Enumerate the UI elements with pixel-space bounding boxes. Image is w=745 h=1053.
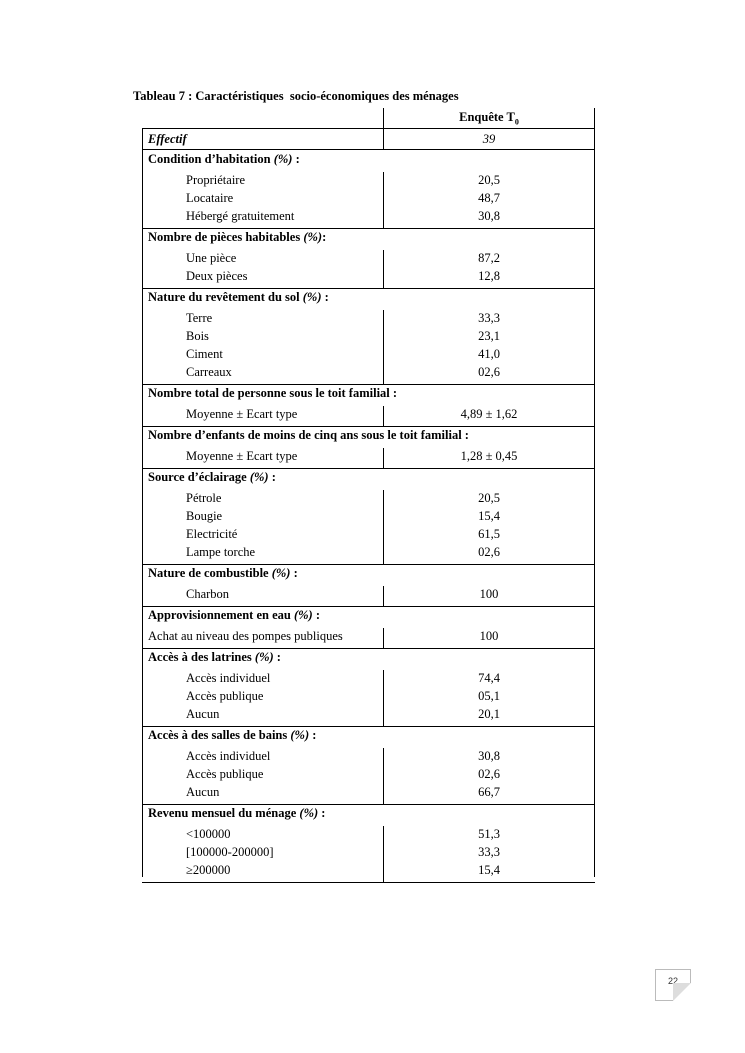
row-value: 1,28 ± 0,45	[460, 449, 518, 463]
value-divider	[383, 448, 384, 468]
section-heading	[148, 470, 276, 485]
row-label: [100000-200000]	[186, 845, 274, 859]
effectif-value: 39	[482, 132, 496, 146]
row-label: Bougie	[186, 509, 223, 523]
section-suffix: :	[273, 650, 281, 664]
section-border	[142, 384, 595, 385]
section-heading	[148, 152, 300, 167]
row-value: 23,1	[478, 329, 500, 343]
row-label: Hébergé gratuitement	[186, 209, 295, 223]
value-divider	[383, 172, 384, 228]
row-label: Une pièce	[186, 251, 237, 265]
value-divider	[383, 310, 384, 384]
row-value: 33,3	[478, 311, 500, 325]
row-label: Accès publique	[186, 689, 264, 703]
section-unit: (%)	[302, 290, 322, 304]
section-title: Approvisionnement en eau	[148, 608, 291, 622]
section-unit: (%)	[273, 152, 293, 166]
section-unit: (%)	[271, 566, 291, 580]
row-label: <100000	[186, 827, 231, 841]
row-label: Ciment	[186, 347, 223, 361]
section-suffix: :	[268, 470, 276, 484]
row-value: 66,7	[478, 785, 500, 799]
row-label: Accès publique	[186, 767, 264, 781]
table-left-border	[142, 128, 143, 877]
section-heading	[148, 608, 320, 623]
row-label: Accès individuel	[186, 749, 271, 763]
section-title: Nombre de pièces habitables	[148, 230, 301, 244]
row-label: Locataire	[186, 191, 234, 205]
section-heading	[148, 230, 326, 245]
page-number-badge	[655, 969, 691, 1001]
row-value: 15,4	[478, 863, 500, 877]
row-label: Deux pièces	[186, 269, 248, 283]
row-value: 20,5	[478, 173, 500, 187]
section-title: Nature de combustible	[148, 566, 269, 580]
row-value: 61,5	[478, 527, 500, 541]
section-border	[142, 726, 595, 727]
section-title: Source d’éclairage	[148, 470, 247, 484]
row-label: Terre	[186, 311, 213, 325]
row-label: ≥200000	[186, 863, 231, 877]
section-border	[142, 228, 595, 229]
row-value: 05,1	[478, 689, 500, 703]
section-heading	[148, 728, 316, 743]
socio-economic-table	[142, 108, 595, 877]
column-header-subscript: 0	[514, 117, 519, 127]
section-unit: (%)	[249, 470, 269, 484]
section-title: Accès à des latrines	[148, 650, 252, 664]
section-border	[142, 288, 595, 289]
section-heading	[148, 566, 298, 581]
value-divider	[383, 670, 384, 726]
effectif-label: Effectif	[148, 132, 187, 146]
column-header-text: Enquête T	[459, 110, 515, 124]
section-title: Nombre d’enfants de moins de cinq ans sous le toit familial :	[148, 428, 469, 442]
row-value: 74,4	[478, 671, 500, 685]
section-title: Revenu mensuel du ménage	[148, 806, 297, 820]
section-unit: (%)	[299, 806, 319, 820]
row-value: 33,3	[478, 845, 500, 859]
value-divider	[383, 628, 384, 648]
header-divider	[383, 108, 384, 150]
row-value: 20,1	[478, 707, 500, 721]
section-suffix: :	[322, 230, 327, 244]
row-value: 48,7	[478, 191, 500, 205]
section-border	[142, 804, 595, 805]
value-divider	[383, 250, 384, 288]
table-title: Tableau 7 : Caractéristiques socio-économiques des ménages	[133, 89, 459, 103]
section-heading	[148, 806, 325, 821]
row-label: Aucun	[186, 707, 220, 721]
section-unit: (%)	[293, 608, 313, 622]
section-suffix: :	[292, 152, 300, 166]
row-label: Charbon	[186, 587, 230, 601]
row-label: Propriétaire	[186, 173, 246, 187]
value-divider	[383, 586, 384, 606]
row-label: Bois	[186, 329, 209, 343]
section-title: Accès à des salles de bains	[148, 728, 288, 742]
section-suffix: :	[321, 290, 329, 304]
row-value: 15,4	[478, 509, 500, 523]
section-unit: (%)	[303, 230, 323, 244]
row-value: 12,8	[478, 269, 500, 283]
section-heading	[148, 428, 469, 443]
row-value: 02,6	[478, 545, 500, 559]
section-unit: (%)	[254, 650, 274, 664]
row-label: Aucun	[186, 785, 220, 799]
section-suffix: :	[312, 608, 321, 622]
section-suffix: :	[318, 806, 326, 820]
effectif-bottom-border	[142, 149, 595, 150]
section-border	[142, 606, 595, 607]
section-title: Nature du revêtement du sol	[148, 290, 300, 304]
page-fold-icon	[673, 983, 691, 1001]
section-border	[142, 882, 595, 883]
section-suffix: :	[309, 728, 317, 742]
row-label: Lampe torche	[186, 545, 256, 559]
row-label: Carreaux	[186, 365, 232, 379]
row-label: Achat au niveau des pompes publiques	[148, 629, 343, 643]
row-label: Accès individuel	[186, 671, 271, 685]
value-divider	[383, 490, 384, 564]
row-label: Moyenne ± Ecart type	[186, 407, 298, 421]
row-value: 100	[479, 587, 499, 601]
effectif-top-border	[142, 128, 595, 129]
row-value: 51,3	[478, 827, 500, 841]
row-value: 41,0	[478, 347, 500, 361]
value-divider	[383, 748, 384, 804]
value-divider	[383, 406, 384, 426]
section-heading	[148, 386, 397, 401]
page-number: 22	[667, 976, 678, 986]
section-border	[142, 648, 595, 649]
section-unit: (%)	[290, 728, 310, 742]
row-value: 02,6	[478, 365, 500, 379]
section-border	[142, 468, 595, 469]
row-value: 30,8	[478, 749, 500, 763]
column-header	[383, 110, 595, 130]
row-value: 100	[479, 629, 499, 643]
section-heading	[148, 650, 281, 665]
row-value: 4,89 ± 1,62	[460, 407, 518, 421]
row-value: 30,8	[478, 209, 500, 223]
row-label: Pétrole	[186, 491, 222, 505]
value-divider	[383, 826, 384, 882]
row-value: 20,5	[478, 491, 500, 505]
section-border	[142, 426, 595, 427]
section-border	[142, 564, 595, 565]
row-label: Moyenne ± Ecart type	[186, 449, 298, 463]
row-label: Electricité	[186, 527, 238, 541]
section-heading	[148, 290, 329, 305]
row-value: 87,2	[478, 251, 500, 265]
section-title: Condition d’habitation	[148, 152, 271, 166]
section-title: Nombre total de personne sous le toit familial :	[148, 386, 398, 400]
section-suffix: :	[290, 566, 298, 580]
row-value: 02,6	[478, 767, 500, 781]
